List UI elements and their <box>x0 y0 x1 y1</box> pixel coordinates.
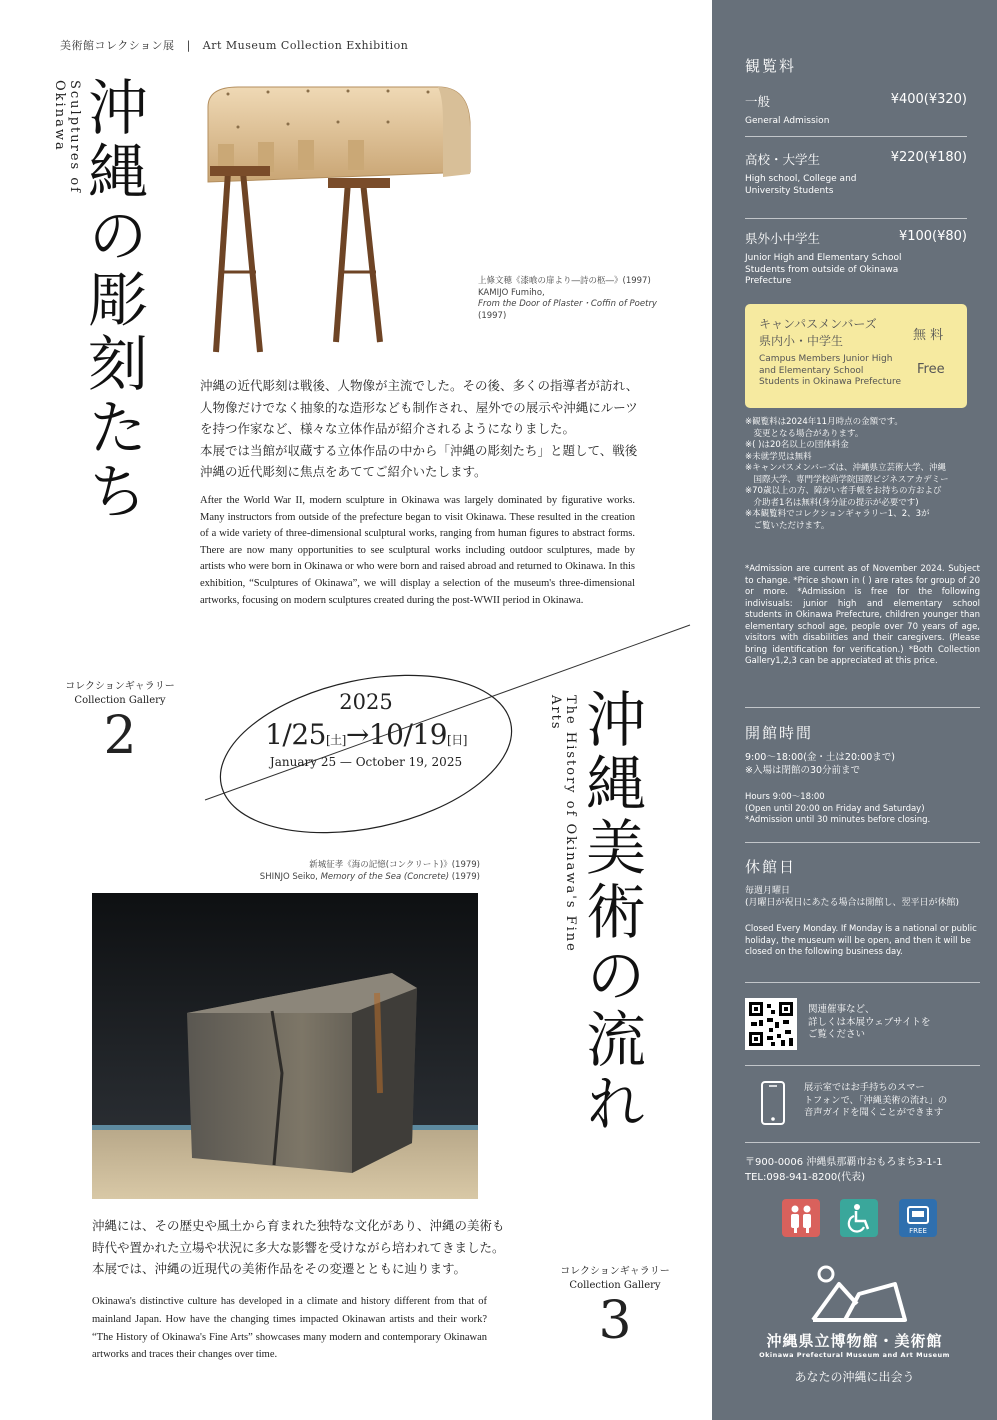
telephone: TEL:098-941-8200(代表) <box>745 1172 866 1183</box>
address: 〒900-0006 沖縄県那覇市おもろまち3-1-1 <box>745 1157 943 1168</box>
body-line: 本展では、沖縄の近現代の美術作品をその変遷とともに辿ります。 <box>92 1261 467 1276</box>
gallery3-label-jp: コレクションギャラリー <box>560 1266 670 1277</box>
museum-name-jp: 沖縄県立博物館・美術館 <box>766 1332 943 1350</box>
caption-title-jp: 新城征孝《海の記憶(コンクリート)》(1979) <box>309 860 480 870</box>
closed-title-text: 休館日 <box>745 858 797 876</box>
header-separator: | <box>186 39 191 52</box>
admission-title-text: 観覧料 <box>745 57 797 75</box>
body-line: 沖縄の近代彫刻は戦後、人物像が主流でした。その後、多くの指導者が訪れ、 <box>200 378 639 393</box>
museum-tagline: あなたの沖縄に出会う <box>794 1370 915 1384</box>
caption-artist: KAMIJO Fumiho, <box>478 287 545 298</box>
caption-year: (1979) <box>451 871 480 882</box>
closed-jp-line: 毎週月曜日 <box>745 886 791 896</box>
qr-text <box>808 1004 978 1042</box>
gallery3-image-caption <box>240 860 480 883</box>
qr-text-line: ご覧ください <box>808 1029 866 1040</box>
qr-text-line: 関連催事など、 <box>808 1004 875 1015</box>
gallery2-label-jp: コレクションギャラリー <box>65 681 175 692</box>
divider <box>745 1142 980 1143</box>
body-line: 人物像だけでなく抽象的な造形なども制作され、屋外での展示や沖縄にルーツ <box>200 399 638 415</box>
gallery3-body-en: Okinawa's distinctive culture has developed in a climate and history different from that of mainland Japan. How have the changing times impacted Okinawan artists and their work? “The History of Okinawa's Fine Arts” showcases many modern and contemporary Okinawan artworks and traces their changes over time. <box>92 1296 487 1361</box>
hours-title <box>745 722 813 743</box>
caption-title-jp: 上條文穂《漆喰の扉より―詩の柩―》(1997) <box>478 276 651 286</box>
body-line: 沖縄には、その歴史や風土から育まれた独特な文化があり、沖縄の美術も <box>92 1218 505 1233</box>
hours-en-line: Hours 9:00〜18:00 <box>745 792 825 802</box>
divider <box>745 707 980 708</box>
note-line: ※観覧料は2024年11月時点の金額です。 <box>745 417 903 427</box>
dates-start: 1/25 <box>265 718 326 751</box>
free-box-jp <box>759 316 877 350</box>
dates-en: January 25 — October 19, 2025 <box>269 755 463 769</box>
fee-price: ¥220(¥180) <box>890 150 967 165</box>
gallery3-body-jp <box>92 1215 532 1280</box>
caption-artist: SHINJO Seiko, <box>259 871 321 882</box>
hours-jp-line: ※入場は閉館の30分前まで <box>745 764 861 776</box>
body-line: を持つ作家など、様々な立体作品が紹介されるようになりました。 <box>200 421 576 436</box>
hours-title-text: 開館時間 <box>745 724 814 742</box>
museum-logo-icon <box>809 1262 909 1324</box>
free-box-jp1: キャンパスメンバーズ <box>759 317 877 331</box>
fee-label-en: Junior High and Elementary School Students from outside of Okinawa Prefecture <box>745 253 902 286</box>
closed-en: Closed Every Monday. If Monday is a national or public holiday, the museum will be open, and then it will be closed on the following business day. <box>745 924 977 957</box>
dates-end: 10/19 <box>368 718 448 751</box>
fee-general <box>745 92 967 137</box>
qr-text-line: 詳しくは本展ウェブサイトを <box>808 1016 931 1028</box>
exhibition-dates <box>246 690 486 769</box>
hours-en-line: (Open until 20:00 on Friday and Saturday) <box>745 803 925 814</box>
dates-arrow: → <box>345 718 369 751</box>
painting-image-concrete <box>92 893 478 1199</box>
fee-label-jp: 一般 <box>745 94 771 109</box>
note-line: ※( )は20名以上の団体料金 <box>745 440 849 450</box>
gallery2-number: 2 <box>103 706 137 766</box>
audio-guide-line: トフォンで、「沖縄美術の流れ」の <box>804 1094 948 1106</box>
free-label-jp: 無 料 <box>913 328 944 343</box>
divider <box>745 1065 980 1066</box>
gallery3-label-en: Collection Gallery <box>569 1280 661 1291</box>
note-line: ※本観覧料でコレクションギャラリー1、2、3が <box>745 509 930 519</box>
gallery3-title-en: The History of Okinawa's Fine Arts <box>548 695 578 953</box>
gallery2-body-en: After the World War II, modern sculpture in Okinawa was largely dominated by figurative works. Many instructors from outside of the prefecture began to visit Okinawa. These resulted in the creation of a wide variety of three-dimensional sculptural works, ranging from human figures to abstract forms. There are now many opportunities to see sculptural works including outdoor sculptures, made by artists who were born in Okinawa or who were born and raised abroad and returned to Okinawa. In this exhibition, “Sculptures of Okinawa”, we will display a selection of the museum's three-dimensional artworks, focusing on modern sculptures created during the post-WWII period in Okinawa. <box>200 495 635 606</box>
audio-guide-line: 展示室ではお手持ちのスマー <box>804 1082 925 1093</box>
audio-guide-text <box>804 1082 989 1120</box>
caption-title-en-text: From the Door of Plaster・Coffin of Poetry <box>478 299 657 309</box>
note-line: ※キャンパスメンバーズは、沖縄県立芸術大学、沖縄 <box>745 463 947 473</box>
divider <box>745 982 980 983</box>
dates-start-day: [土] <box>325 733 346 747</box>
note-line: ご覧いただけます。 <box>745 520 830 531</box>
note-line: ※未就学児は無料 <box>745 451 812 462</box>
note-line: 国際大学、専門学校尚学院国際ビジネスアカデミー <box>745 474 949 485</box>
dates-year: 2025 <box>339 690 393 714</box>
fee-price: ¥400(¥320) <box>890 92 967 107</box>
dates-range <box>246 718 486 751</box>
admission-title <box>745 55 796 76</box>
gallery3-title-jp: 沖縄美術の流れ <box>576 688 646 1136</box>
free-label-en: Free <box>917 362 945 377</box>
fee-label-jp: 県外小中学生 <box>745 231 821 246</box>
admission-notes-jp <box>745 417 985 532</box>
hours-en-line: *Admission until 30 minutes before closing. <box>745 815 931 825</box>
hours-en <box>745 792 985 827</box>
closed-jp-line: (月曜日が祝日にあたる場合は開館し、翌平日が休館) <box>745 897 960 908</box>
caption-title-en: Memory of the Sea (Concrete) <box>320 871 450 882</box>
gallery3-number: 3 <box>598 1291 632 1351</box>
gallery2-label-en: Collection Gallery <box>74 695 166 706</box>
fee-label-jp: 高校・大学生 <box>745 152 821 167</box>
free-wifi-icon <box>899 1199 937 1237</box>
hours-jp-line: 9:00〜18:00(金・土は20:00まで) <box>745 752 896 763</box>
nursing-room-icon <box>782 1199 820 1237</box>
free-box-jp2: 県内小・中学生 <box>759 334 844 348</box>
wheelchair-icon <box>840 1199 878 1237</box>
fee-label-en: High school, College and University Students <box>745 174 857 196</box>
caption-artist-title <box>240 872 480 884</box>
closed-title <box>745 856 796 877</box>
body-line: 沖縄の近代彫刻に焦点をあててご紹介いたします。 <box>200 464 487 479</box>
qr-code[interactable] <box>745 998 797 1050</box>
museum-name-en: Okinawa Prefectural Museum and Art Museum <box>759 1351 950 1359</box>
gallery3-label <box>555 1265 675 1349</box>
caption-year: (1997) <box>478 310 507 321</box>
smartphone-icon <box>760 1080 786 1126</box>
body-line: 本展では当館が収蔵する立体作品の中から「沖縄の彫刻たち」と題して、戦後 <box>200 442 638 458</box>
info-sidebar <box>712 0 997 1420</box>
dates-end-day: [日] <box>447 733 467 747</box>
fee-price: ¥100(¥80) <box>898 229 967 244</box>
fee-outside-students <box>745 229 967 289</box>
address-block <box>745 1155 990 1185</box>
admission-notes-en: *Admission are current as of November 2024. Subject to change. *Price shown in ( ) are rates for group of 20 or more. *Admission is free for the following indivisuals: junior high and elementary school students in Okinawa Prefecture, children younger than elementary school age, people over 70 years of age, visitors with disabilities and their caregivers. (Please bring identification for verification.) *Both Collection Gallery1,2,3 can be appreciated at this price. <box>745 564 980 666</box>
gallery2-title-jp: 沖縄の彫刻たち <box>78 76 148 524</box>
closed-jp <box>745 886 985 909</box>
hours-jp <box>745 752 985 777</box>
audio-guide-line: 音声ガイドを聞くことができます <box>804 1107 944 1118</box>
free-admission-box <box>745 304 967 408</box>
fee-highschool-college <box>745 150 967 219</box>
gallery2-title-en: Sculptures of Okinawa <box>52 80 82 194</box>
fee-label-en: General Admission <box>745 116 830 126</box>
note-line: 介助者1名は無料(身分証の提示が必要です) <box>745 497 919 508</box>
free-box-en: Campus Members Junior High and Elementary School Students in Okinawa Prefecture <box>759 354 902 387</box>
note-line: 変更となる場合があります。 <box>745 428 864 439</box>
divider <box>745 842 980 843</box>
header-en: Art Museum Collection Exhibition <box>202 39 409 52</box>
note-line: ※70歳以上の方、障がい者手帳をお持ちの方および <box>745 486 942 496</box>
free-icon-label: FREE <box>909 1227 927 1235</box>
body-line: 時代や置かれた立場や状況に多大な影響を受けながら培われてきました。 <box>92 1239 505 1255</box>
header-jp: 美術館コレクション展 <box>60 39 175 52</box>
